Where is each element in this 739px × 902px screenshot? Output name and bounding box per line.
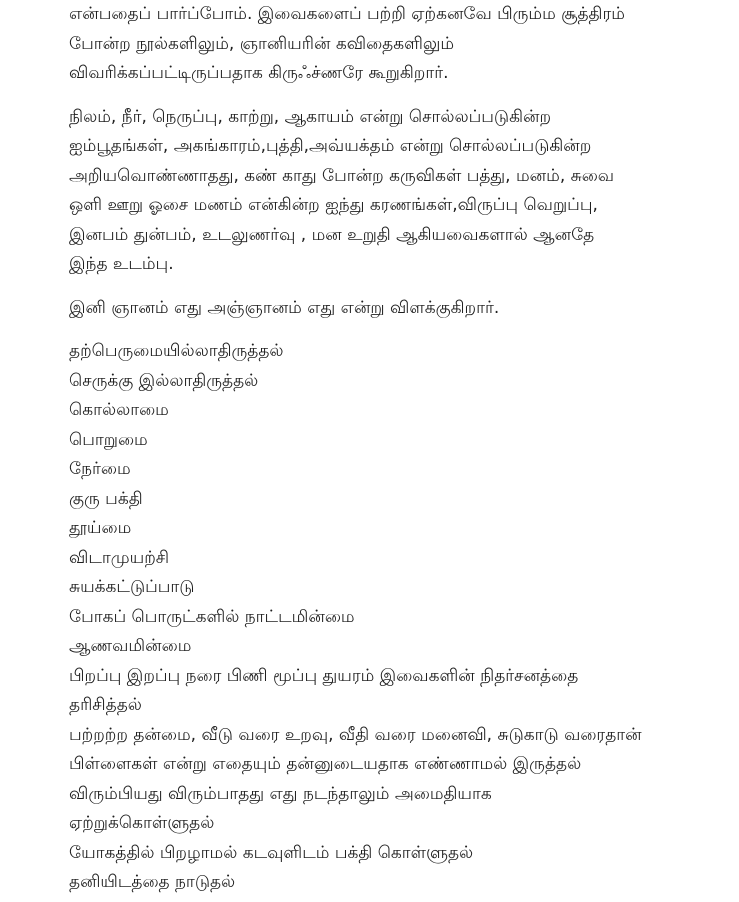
- list-item: தனியிடத்தை நாடுதல்: [69, 872, 236, 892]
- paragraph-intro: [69, 0, 709, 89]
- text-line: இனி ஞானம் எது அஞ்ஞானம் எது என்று விளக்குகிறார்.: [69, 297, 500, 318]
- list-item: செருக்கு இல்லாதிருத்தல்: [69, 370, 259, 391]
- paragraph-knowledge-intro: [69, 294, 709, 324]
- list-item: தரிசித்தல்: [69, 695, 142, 715]
- list-item: ஏற்றுக்கொள்ளுதல்: [69, 813, 215, 833]
- text-line: விவரிக்கப்பட்டிருப்பதாக கிருஃச்ணரே கூறுகிறார்.: [69, 63, 449, 83]
- text-line: ஐம்பூதங்கள், அகங்காரம்,புத்தி,அவ்யக்தம் என்று சொல்லப்படுகின்ற: [69, 136, 592, 156]
- list-item: நேர்மை: [69, 459, 131, 479]
- list-item: ஆணவமின்மை: [69, 636, 192, 656]
- list-item: குரு பக்தி: [69, 488, 143, 509]
- list-item: பற்றற்ற தன்மை, வீடு வரை உறவு, வீதி வரை மனைவி, சுடுகாடு வரைதான்: [69, 724, 642, 745]
- list-item: பிறப்பு இறப்பு நரை பிணி மூப்பு துயரம் இவைகளின் நிதர்சனத்தை: [69, 665, 579, 686]
- list-item: போகப் பொருட்களில் நாட்டமின்மை: [69, 606, 355, 627]
- list-item: சுயக்கட்டுப்பாடு: [69, 577, 195, 597]
- text-line: ஒளி ஊறு ஓசை மணம் என்கின்ற ஐந்து கரணங்கள்,விருப்பு வெறுப்பு,: [69, 195, 598, 215]
- list-item: தற்பெருமையில்லாதிருத்தல்: [69, 341, 284, 361]
- list-item: யோகத்தில் பிறழாமல் கடவுளிடம் பக்தி கொள்ளுதல்: [69, 842, 474, 863]
- paragraph-body-elements: [69, 103, 709, 280]
- list-item: பொறுமை: [69, 429, 148, 450]
- virtues-list: [69, 337, 709, 898]
- text-line: அறியவொண்ணாதது, கண் காது போன்ற கருவிகள் பத்து, மனம், சுவை: [69, 165, 615, 186]
- text-line: என்பதைப் பார்ப்போம். இவைகளைப் பற்றி ஏற்கனவே பிரும்ம சூத்திரம்: [69, 4, 625, 24]
- list-item: விடாமுயற்சி: [69, 547, 170, 568]
- list-item: தூய்மை: [69, 518, 132, 538]
- text-line: நிலம், நீர், நெருப்பு, காற்று, ஆகாயம் என்று சொல்லப்படுகின்ற: [69, 106, 552, 127]
- list-item: விரும்பியது விரும்பாதது எது நடந்தாலும் அமைதியாக: [69, 783, 492, 804]
- text-line: போன்ற நூல்களிலும், ஞானியரின் கவிதைகளிலும்: [69, 33, 455, 54]
- text-line: இந்த உடம்பு.: [69, 254, 174, 274]
- text-line: இனபம் துன்பம், உடலுணர்வு , மன உறுதி ஆகியவைகளால் ஆனதே: [69, 224, 595, 245]
- article-body: [69, 0, 709, 898]
- list-item: கொல்லாமை: [69, 400, 169, 420]
- list-item: பிள்ளைகள் என்று எதையும் தன்னுடையதாக எண்ணாமல் இருத்தல்: [69, 754, 582, 774]
